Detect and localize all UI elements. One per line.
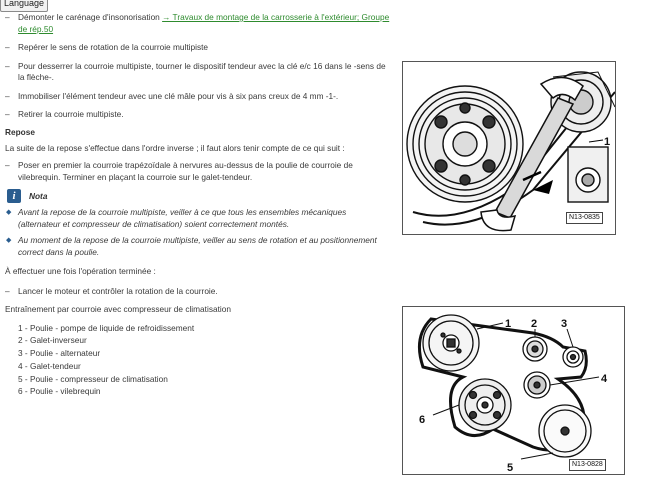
dash-marker: – (5, 42, 10, 52)
step-text: Retirer la courroie multipiste. (18, 109, 124, 119)
step-lock-tensioner (5, 91, 390, 103)
tensioner-wrench-figure (402, 61, 616, 235)
callout-6: 6 (419, 414, 426, 426)
after-operation-text: À effectuer une fois l'opération terminée : (5, 266, 156, 276)
repose-heading: Repose (5, 126, 35, 137)
note-text: Au moment de la repose de la courroie multipiste, veiller au sens de rotation et au positionnement correct dans la poulie. (18, 235, 377, 257)
step-text: Poser en premier la courroie trapézoïdale à nervures au-dessus de la poulie de courroie de vilebrequin. Terminer en plaçant la courroie sur le galet-tendeur. (18, 160, 353, 182)
note-item (5, 207, 390, 230)
callout-4: 4 (601, 373, 608, 385)
dash-marker: – (5, 109, 10, 119)
callout-5: 5 (507, 462, 514, 474)
note-header (5, 189, 390, 203)
note-text: Avant la repose de la courroie multipiste, veiller à ce que tous les ensembles mécaniques (alternateur et compresseur de climatisation) soient correctement montés. (18, 207, 347, 229)
step-start-engine (5, 286, 390, 298)
diamond-bullet-icon: ◆ (6, 209, 12, 216)
step-loosen-belt (5, 61, 390, 84)
step-text: Immobiliser l'élément tendeur avec une clé mâle pour vis à six pans creux de 4 mm -1-. (18, 90, 339, 101)
callout-1: 1 (505, 318, 512, 330)
repose-intro: La suite de la repose s'effectue dans l'ordre inverse ; il faut alors tenir compte de ce qui suit : (5, 142, 345, 153)
legend-item: 3 - Poulie - alternateur (18, 348, 101, 359)
diamond-bullet-icon: ◆ (6, 237, 12, 244)
belt-drive-illustration (403, 307, 624, 474)
legend-item: 4 - Galet-tendeur (18, 360, 81, 371)
step-remove-belt (5, 109, 390, 121)
callout-3: 3 (561, 318, 568, 330)
step-text: Pour desserrer la courroie multipiste, tourner le dispositif tendeur avec la clé e/c 16 dans le -sens de la flèche-. (18, 60, 386, 82)
tensioner-wrench-illustration (403, 62, 615, 234)
dash-marker: – (5, 60, 10, 71)
belt-drive-figure (402, 306, 625, 475)
dash-marker: – (5, 160, 10, 170)
note-item (5, 235, 390, 258)
info-icon: i (7, 189, 21, 203)
parts-legend (5, 322, 390, 399)
legend-item: 5 - Poulie - compresseur de climatisation (18, 373, 168, 384)
callout-1: 1 (604, 136, 611, 148)
legend-item: 6 - Poulie - vilebrequin (18, 386, 101, 397)
language-button[interactable]: Language (0, 0, 48, 12)
legend-item: 1 - Poulie - pompe de liquide de refroidissement (18, 322, 195, 333)
bodywork-assembly-link[interactable]: → Travaux de montage de la carrosserie à l'extérieur; Groupe de rép.50 (18, 12, 390, 34)
step-text: Démonter le carénage d'insonorisation (18, 12, 163, 22)
note-title: Nota (29, 191, 48, 201)
step-install-belt (5, 160, 390, 183)
dash-marker: – (5, 285, 10, 296)
step-mark-rotation (5, 42, 390, 54)
dash-marker: – (5, 90, 10, 101)
drive-title: Entraînement par courroie avec compresseur de climatisation (5, 304, 231, 314)
step-remove-cover (5, 12, 390, 35)
legend-item: 2 - Galet-inverseur (18, 335, 87, 346)
dash-marker: – (5, 12, 10, 22)
callout-2: 2 (531, 318, 538, 330)
step-text: Lancer le moteur et contrôler la rotation de la courroie. (18, 285, 218, 296)
step-text: Repérer le sens de rotation de la courroie multipiste (18, 42, 209, 52)
figure-label: N13-0828 (569, 459, 606, 471)
figure-label: N13-0835 (566, 212, 603, 224)
procedure-content (5, 12, 390, 398)
